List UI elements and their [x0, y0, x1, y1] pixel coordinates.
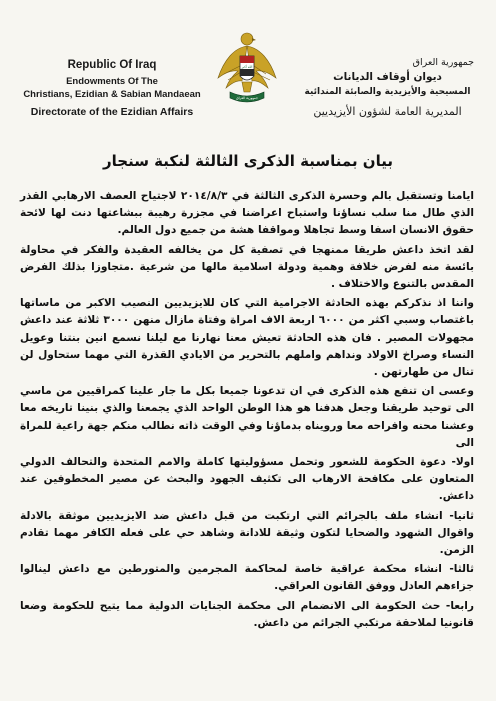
paragraph-victims: واننا اذ نذكركم بهذه الحادثة الاجرامية التي كان للايزيديين النصيب الاكبر من ماساتها باغتصاب وسبي اكثر من ٦٠٠٠ اربعة الاف امراة وفتاة مازال منهن ٣٠٠٠ ثلاثة عند داعش مجهولات المصير . فان هذه الحادثة تعيش معنا نهارنا مع ليلنا نسمع انين بنتنا وعويل النساء وصراخ الاولاد ونداهم واملهم بالتحرير من الايادي القذرة التي مهما ستحاول لن تنال من طهارتهن .: [20, 297, 474, 379]
demand-fourth: رابعا- حث الحكومة الى الانضمام الى محكمة الجنايات الدولية مما يتيح للحكومة وضعا قانونيا لملاحقة مرتكبي الجرائم من داعش.: [20, 599, 474, 629]
demand-second: ثانيا- انشاء ملف بالجرائم التي ارتكبت من قبل داعش ضد الايزيديين موثقة بالادلة واقوال الشهود والضحايا لتكون وثيقة للادانة وشاهد حي على فعله الكافر مهما تقادم الزمن.: [20, 509, 474, 557]
arabic-country: جمهورية العراق: [412, 57, 474, 68]
arabic-letterhead: [295, 56, 480, 120]
english-letterhead: [22, 58, 202, 119]
demand-third: ثالثا- انشاء محكمة عراقية خاصة لمحاكمة المجرمين والمتورطين مع داعش لينالوا جزاءهم العادل ووفق القانون العراقي.: [20, 563, 474, 593]
svg-text:الله أكبر: الله أكبر: [241, 65, 253, 69]
english-country: Republic Of Iraq: [67, 59, 157, 71]
english-endowments: Endowments Of The: [66, 76, 158, 87]
statement-title: بيان بمناسبة الذكرى الثالثة لنكبة سنجار: [103, 152, 393, 170]
arabic-religions: المسيحية والأيزيدية والصابئة المندائية: [304, 87, 471, 97]
iraq-eagle-emblem: [216, 26, 278, 112]
english-directorate: Directorate of the Ezidian Affairs: [30, 106, 194, 118]
paragraph-intro: ايامنا وتستقبل بالم وحسرة الذكرى الثالثة في ٢٠١٤/٨/٣ لاجتياح العصف الارهابي القذر الذي طال منا سلب نساؤنا واستباح اعراضنا في مجزرة رهيبة ببشاعتها دنت لها لائحة حقوق الانسان اسفا وسط تجاهلا ومواقفا هشة من جميع دول العالم.: [20, 190, 474, 237]
arabic-directorate: المديرية العامة لشؤون الأيزيديين: [313, 105, 462, 118]
arabic-endowments: ديوان أوقاف الديانات: [333, 71, 442, 83]
paragraph-unity: وعسى ان تنفع هذه الذكرى في ان تدعونا جميعا بكل ما جار علينا كمراقيين من ماسي الى توحيد طريقنا وجعل هدفنا هو هذا الوطن الواحد الذي يجمعنا والذي بنينا تاريخه معا وعشنا محنه وافراحه معا ورويناه بدماؤنا وفي الوقت ذاته نطالب منكم جهة راعية للمراة الى: [20, 385, 474, 449]
svg-text:جمهورية العراق: جمهورية العراق: [236, 96, 258, 100]
english-religions: Christians, Ezidian & Sabian Mandaean: [23, 89, 201, 100]
paragraph-daesh: لقد اتخذ داعش طريقا ممنهجا في تصفية كل من يخالفه العقيدة والفكر في محاولة بائسة منه لفرض خلافة وهمية ودولة اسلامية مالها من شرعية .متجاوزا بذلك الفرض المقدس بالتنوع والاختلاف .: [20, 243, 474, 291]
demand-first: اولا- دعوة الحكومة للشعور وتحمل مسؤوليتها كاملة والامم المتحدة والتحالف الدولي المتعاون على مكافحة الارهاب الى تكثيف الجهود والبحث عن مصير المخطوفين عند داعش.: [20, 456, 474, 503]
statement-body: [20, 188, 474, 634]
